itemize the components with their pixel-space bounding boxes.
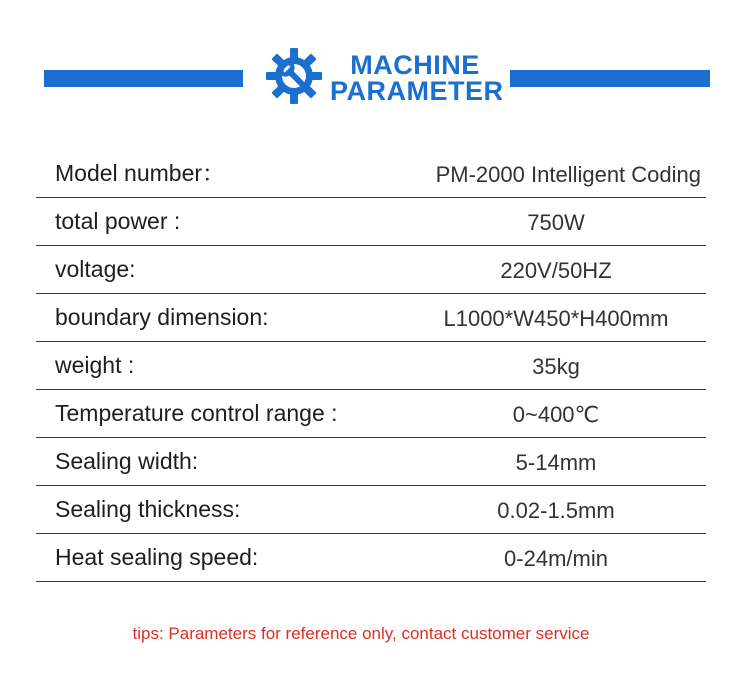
parameter-value: L1000*W450*H400mm — [443, 306, 669, 331]
left-accent-bar — [44, 70, 243, 87]
parameter-row-model-number — [36, 150, 706, 198]
parameter-row-total-power — [36, 198, 706, 246]
parameter-value: 220V/50HZ — [500, 258, 612, 283]
title-line-1: MACHINE — [350, 50, 480, 80]
right-accent-bar — [510, 70, 710, 87]
parameter-label: weight : — [55, 352, 135, 378]
parameter-row-voltage — [36, 246, 706, 294]
parameter-label: total power : — [55, 208, 181, 234]
parameter-value: 750W — [527, 210, 585, 235]
parameter-label: Sealing thickness: — [55, 496, 241, 522]
parameter-row-heat-sealing-speed — [36, 534, 706, 582]
page-title — [330, 50, 504, 106]
parameter-value: 0.02-1.5mm — [497, 498, 615, 523]
parameter-label: boundary dimension: — [55, 304, 269, 330]
gear-wrench-icon — [264, 46, 324, 106]
tips-note: tips: Parameters for reference only, contact customer service — [132, 624, 590, 643]
parameter-value: 0-24m/min — [504, 546, 608, 571]
parameter-value: 0~400℃ — [512, 402, 600, 427]
parameter-value: PM-2000 Intelligent Coding — [435, 162, 701, 187]
parameter-label: voltage: — [55, 256, 136, 282]
parameter-label: Sealing width: — [55, 448, 199, 474]
parameter-row-sealing-width — [36, 438, 706, 486]
parameter-label: Temperature control range : — [55, 400, 338, 426]
parameter-row-temperature-range — [36, 390, 706, 438]
parameter-row-sealing-thickness — [36, 486, 706, 534]
parameter-value: 35kg — [532, 354, 580, 379]
parameter-row-boundary-dimension — [36, 294, 706, 342]
title-line-2: PARAMETER — [330, 76, 504, 106]
parameter-label: Model number： — [55, 160, 226, 186]
parameter-table — [36, 150, 706, 582]
parameter-value: 5-14mm — [515, 450, 597, 475]
parameter-row-weight — [36, 342, 706, 390]
parameter-label: Heat sealing speed: — [55, 544, 259, 570]
header — [0, 0, 750, 140]
